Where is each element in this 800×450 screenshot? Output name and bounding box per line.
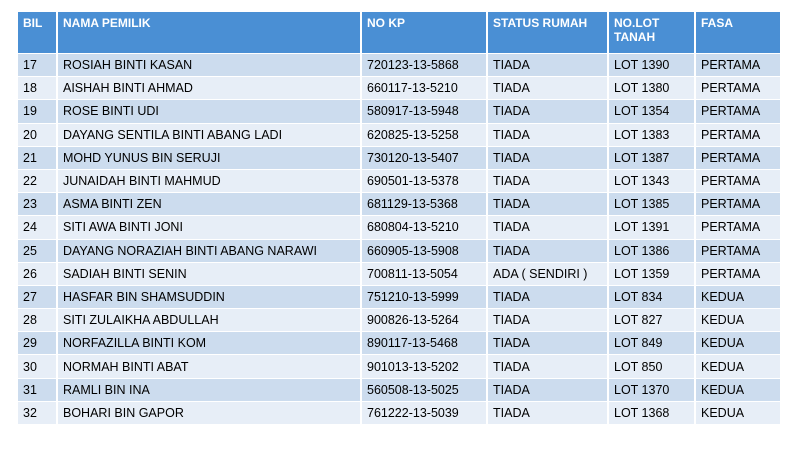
table-row — [18, 54, 780, 76]
cell-nama-pemilik: MOHD YUNUS BIN SERUJI — [58, 147, 360, 169]
owner-table — [16, 11, 782, 425]
table-row — [18, 170, 780, 192]
cell-status-rumah: TIADA — [488, 193, 607, 215]
table-row — [18, 193, 780, 215]
cell-bil: 26 — [18, 263, 56, 285]
cell-fasa: KEDUA — [696, 379, 780, 401]
cell-fasa: PERTAMA — [696, 54, 780, 76]
header-status-rumah: STATUS RUMAH — [488, 12, 607, 53]
cell-no-kp: 901013-13-5202 — [362, 355, 486, 377]
cell-bil: 31 — [18, 379, 56, 401]
table-row — [18, 100, 780, 122]
cell-fasa: PERTAMA — [696, 216, 780, 238]
cell-no-kp: 580917-13-5948 — [362, 100, 486, 122]
cell-no-kp: 680804-13-5210 — [362, 216, 486, 238]
cell-status-rumah: ADA ( SENDIRI ) — [488, 263, 607, 285]
cell-bil: 20 — [18, 124, 56, 146]
cell-nama-pemilik: ROSIAH BINTI KASAN — [58, 54, 360, 76]
cell-status-rumah: TIADA — [488, 77, 607, 99]
cell-no-lot: LOT 1368 — [609, 402, 694, 424]
cell-no-lot: LOT 1354 — [609, 100, 694, 122]
cell-no-lot: LOT 827 — [609, 309, 694, 331]
cell-fasa: KEDUA — [696, 355, 780, 377]
header-no-kp: NO KP — [362, 12, 486, 53]
table-row — [18, 216, 780, 238]
cell-status-rumah: TIADA — [488, 170, 607, 192]
table-row — [18, 402, 780, 424]
cell-no-kp: 890117-13-5468 — [362, 332, 486, 354]
cell-bil: 27 — [18, 286, 56, 308]
cell-bil: 25 — [18, 240, 56, 262]
cell-nama-pemilik: NORMAH BINTI ABAT — [58, 355, 360, 377]
cell-bil: 19 — [18, 100, 56, 122]
table-row — [18, 147, 780, 169]
cell-status-rumah: TIADA — [488, 332, 607, 354]
cell-fasa: KEDUA — [696, 309, 780, 331]
cell-no-kp: 730120-13-5407 — [362, 147, 486, 169]
cell-fasa: PERTAMA — [696, 124, 780, 146]
header-bil: BIL — [18, 12, 56, 53]
cell-bil: 17 — [18, 54, 56, 76]
table-row — [18, 355, 780, 377]
cell-nama-pemilik: DAYANG NORAZIAH BINTI ABANG NARAWI — [58, 240, 360, 262]
cell-status-rumah: TIADA — [488, 240, 607, 262]
header-fasa: FASA — [696, 12, 780, 53]
cell-bil: 28 — [18, 309, 56, 331]
table-row — [18, 379, 780, 401]
cell-fasa: PERTAMA — [696, 170, 780, 192]
cell-no-lot: LOT 1380 — [609, 77, 694, 99]
cell-no-kp: 720123-13-5868 — [362, 54, 486, 76]
cell-bil: 32 — [18, 402, 56, 424]
cell-no-kp: 620825-13-5258 — [362, 124, 486, 146]
header-no-lot-tanah — [609, 12, 694, 53]
cell-status-rumah: TIADA — [488, 124, 607, 146]
header-nama-pemilik: NAMA PEMILIK — [58, 12, 360, 53]
header-no-lot-line1: NO.LOT — [614, 16, 660, 30]
cell-nama-pemilik: BOHARI BIN GAPOR — [58, 402, 360, 424]
cell-bil: 21 — [18, 147, 56, 169]
cell-no-lot: LOT 1343 — [609, 170, 694, 192]
cell-fasa: KEDUA — [696, 286, 780, 308]
table-body — [18, 54, 780, 424]
cell-no-lot: LOT 1370 — [609, 379, 694, 401]
cell-no-kp: 900826-13-5264 — [362, 309, 486, 331]
cell-fasa: PERTAMA — [696, 147, 780, 169]
cell-status-rumah: TIADA — [488, 54, 607, 76]
cell-bil: 23 — [18, 193, 56, 215]
table-row — [18, 77, 780, 99]
cell-status-rumah: TIADA — [488, 355, 607, 377]
cell-no-kp: 761222-13-5039 — [362, 402, 486, 424]
cell-nama-pemilik: SITI ZULAIKHA ABDULLAH — [58, 309, 360, 331]
cell-no-lot: LOT 850 — [609, 355, 694, 377]
cell-nama-pemilik: SITI AWA BINTI JONI — [58, 216, 360, 238]
cell-no-kp: 660905-13-5908 — [362, 240, 486, 262]
cell-no-kp: 700811-13-5054 — [362, 263, 486, 285]
cell-nama-pemilik: DAYANG SENTILA BINTI ABANG LADI — [58, 124, 360, 146]
cell-fasa: PERTAMA — [696, 100, 780, 122]
cell-no-lot: LOT 1385 — [609, 193, 694, 215]
table-header — [18, 12, 780, 53]
cell-nama-pemilik: SADIAH BINTI SENIN — [58, 263, 360, 285]
cell-status-rumah: TIADA — [488, 100, 607, 122]
cell-fasa: KEDUA — [696, 402, 780, 424]
cell-bil: 30 — [18, 355, 56, 377]
cell-bil: 24 — [18, 216, 56, 238]
cell-bil: 22 — [18, 170, 56, 192]
cell-nama-pemilik: ASMA BINTI ZEN — [58, 193, 360, 215]
table-row — [18, 332, 780, 354]
table-row — [18, 309, 780, 331]
cell-bil: 18 — [18, 77, 56, 99]
cell-no-lot: LOT 1359 — [609, 263, 694, 285]
table-row — [18, 286, 780, 308]
cell-no-lot: LOT 834 — [609, 286, 694, 308]
cell-nama-pemilik: ROSE BINTI UDI — [58, 100, 360, 122]
header-no-lot-line2: TANAH — [614, 30, 656, 44]
cell-no-lot: LOT 1387 — [609, 147, 694, 169]
cell-no-lot: LOT 1383 — [609, 124, 694, 146]
cell-status-rumah: TIADA — [488, 379, 607, 401]
cell-nama-pemilik: RAMLI BIN INA — [58, 379, 360, 401]
table-row — [18, 240, 780, 262]
cell-fasa: PERTAMA — [696, 240, 780, 262]
cell-fasa: PERTAMA — [696, 263, 780, 285]
cell-no-kp: 660117-13-5210 — [362, 77, 486, 99]
cell-fasa: PERTAMA — [696, 77, 780, 99]
cell-no-kp: 690501-13-5378 — [362, 170, 486, 192]
cell-status-rumah: TIADA — [488, 147, 607, 169]
cell-status-rumah: TIADA — [488, 309, 607, 331]
cell-nama-pemilik: AISHAH BINTI AHMAD — [58, 77, 360, 99]
table-row — [18, 124, 780, 146]
cell-nama-pemilik: JUNAIDAH BINTI MAHMUD — [58, 170, 360, 192]
cell-status-rumah: TIADA — [488, 286, 607, 308]
cell-no-kp: 560508-13-5025 — [362, 379, 486, 401]
cell-no-lot: LOT 1386 — [609, 240, 694, 262]
cell-status-rumah: TIADA — [488, 402, 607, 424]
cell-nama-pemilik: HASFAR BIN SHAMSUDDIN — [58, 286, 360, 308]
cell-fasa: KEDUA — [696, 332, 780, 354]
cell-status-rumah: TIADA — [488, 216, 607, 238]
cell-no-lot: LOT 1391 — [609, 216, 694, 238]
cell-no-kp: 751210-13-5999 — [362, 286, 486, 308]
cell-no-kp: 681129-13-5368 — [362, 193, 486, 215]
table-row — [18, 263, 780, 285]
cell-no-lot: LOT 1390 — [609, 54, 694, 76]
cell-bil: 29 — [18, 332, 56, 354]
cell-no-lot: LOT 849 — [609, 332, 694, 354]
cell-fasa: PERTAMA — [696, 193, 780, 215]
cell-nama-pemilik: NORFAZILLA BINTI KOM — [58, 332, 360, 354]
